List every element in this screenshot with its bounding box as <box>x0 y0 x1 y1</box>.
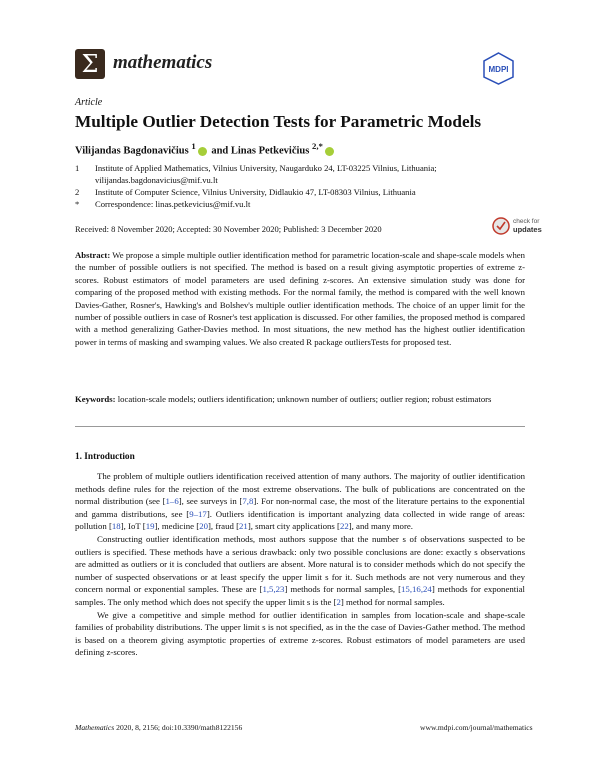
abstract <box>75 249 525 348</box>
footer-citation-details: 2020, 8, 2156; doi:10.3390/math8122156 <box>116 723 243 732</box>
check-for-updates-badge[interactable] <box>492 212 552 240</box>
footer-citation <box>75 723 242 732</box>
journal-logo: Σ <box>75 49 105 79</box>
author-2[interactable]: Linas Petkevičius <box>230 145 310 157</box>
citation-link[interactable]: 21 <box>239 521 248 532</box>
section-heading: 1. Introduction <box>75 452 135 462</box>
divider <box>75 426 525 427</box>
citation-link[interactable]: 19 <box>145 521 155 532</box>
footer-website[interactable]: www.mdpi.com/journal/mathematics <box>420 723 533 732</box>
paragraph-3: We give a competitive and simple method for outlier identification in samples from location-scale and shape-scale families of probability distributions. The upper limit s is not specified, as in the the case of Davies-Gather method. The method is based on a theorem giving asymptotic properties of extreme z-scores. Robust estimators of model parameters are used defining z-scores. <box>75 609 525 658</box>
journal-name: mathematics <box>113 52 213 73</box>
affiliation-text: Institute of Applied Mathematics, Vilnius University, Naugarduko 24, LT-03225 Vilnius, Lithuania; vilijandas.bagdonavicius@mif.vu.lt <box>95 163 437 185</box>
publication-dates: Received: 8 November 2020; Accepted: 30 November 2020; Published: 3 December 2020 <box>75 224 382 234</box>
citation-link[interactable]: 2 <box>336 596 341 607</box>
mdpi-logo <box>482 52 515 85</box>
correspondence <box>75 199 535 211</box>
keywords-label: Keywords: <box>75 394 116 404</box>
citation-link[interactable]: 22 <box>339 521 349 532</box>
keywords <box>75 393 525 405</box>
author-1-affiliation: 1 <box>191 141 196 151</box>
affiliation-marker: 2 <box>75 187 80 197</box>
check-updates-line1: check for <box>513 218 540 225</box>
abstract-label: Abstract: <box>75 250 111 260</box>
affiliation-marker: * <box>75 199 80 209</box>
citation-link[interactable]: 20 <box>199 521 208 532</box>
paragraph-1: The problem of multiple outliers identification received attention of many authors. The majority of outlier identification methods define rules for the rejection of the most extreme observations. The bulk of publications are concentrated on the normal distribution (see [1–6], see surveys in [7,8]. For non-normal case, the most of the literature pertains to the exponential and gamma distributions, see [9–17]. Outliers identification is important analyzing data collected in wide range of areas: pollution [18], IoT [19], medicine [20], fraud [21], smart city applications [22], and many more. <box>75 471 526 532</box>
citation-link[interactable]: 9–17 <box>189 508 207 519</box>
keywords-text: location-scale models; outliers identification; unknown number of outliers; outlier region; robust estimators <box>117 394 492 404</box>
orcid-icon[interactable] <box>198 147 207 156</box>
author-2-affiliation: 2,* <box>311 141 323 151</box>
body-text <box>75 470 525 659</box>
citation-link[interactable]: 18 <box>111 521 121 532</box>
author-1[interactable]: Vilijandas Bagdonavičius <box>75 145 189 157</box>
affiliation-2 <box>75 187 535 199</box>
citation-link[interactable]: 7,8 <box>242 496 254 507</box>
affiliation-text: Correspondence: linas.petkevicius@mif.vu.lt <box>95 199 251 209</box>
citation-link[interactable]: 15,16,24 <box>401 584 432 595</box>
affiliation-1 <box>75 163 535 187</box>
article-type: Article <box>75 97 103 108</box>
paper-title: Multiple Outlier Detection Tests for Parametric Models <box>75 112 482 131</box>
paragraph-2: Constructing outlier identification methods, most authors suppose that the number s of observations suspected to be outliers is specified. These methods have a serious drawback: only two possible conclusions are done: exactly s observations are admitted as outliers or it is concluded that outliers are absent. More natural is to consider methods which do not specify the number of suspected observations or at least specify the upper limit s for it. Such methods are not very numerous and they concern normal or exponential samples. These are [1,5,23] methods for normal samples, [15,16,24] methods for exponential samples. The only method which does not specify the upper limit s is the [2] method for normal samples. <box>75 533 525 607</box>
affiliation-marker: 1 <box>75 163 80 173</box>
check-updates-line2: updates <box>513 225 542 234</box>
orcid-icon[interactable] <box>325 147 334 156</box>
citation-link[interactable]: 1,5,23 <box>262 584 285 595</box>
author-line <box>75 141 336 157</box>
author-conjunction: and <box>211 145 229 157</box>
footer-journal: Mathematics <box>75 723 115 732</box>
citation-link[interactable]: 1–6 <box>165 496 179 507</box>
affiliation-text: Institute of Computer Science, Vilnius University, Didlaukio 47, LT-08303 Vilnius, Lithuania <box>95 187 416 197</box>
abstract-text: We propose a simple multiple outlier identification method for parametric location-scale and shape-scale models when the number of possible outliers is not specified. The method is based on a result giving asymptotic properties of extreme z-scores. Robust estimators of model parameters are used defining z-scores. An extensive simulation study was done for comparing of the proposed method with existing methods. For the normal family, the method is compared with the well known Davies-Gather, Rosner's, Hawking's and Bolshev's multiple outlier identification methods. The choice of an upper limit for the number of possible outliers in case of Rosner's test application is discussed. For other families, the proposed method is compared with a method generalizing Gather-Davies method. In most situations, the new method has the highest outlier identification power in terms of masking and swamping values. We also created R package outliersTests for proposed test. <box>75 250 525 347</box>
mdpi-logo-text: MDPI <box>488 65 509 74</box>
